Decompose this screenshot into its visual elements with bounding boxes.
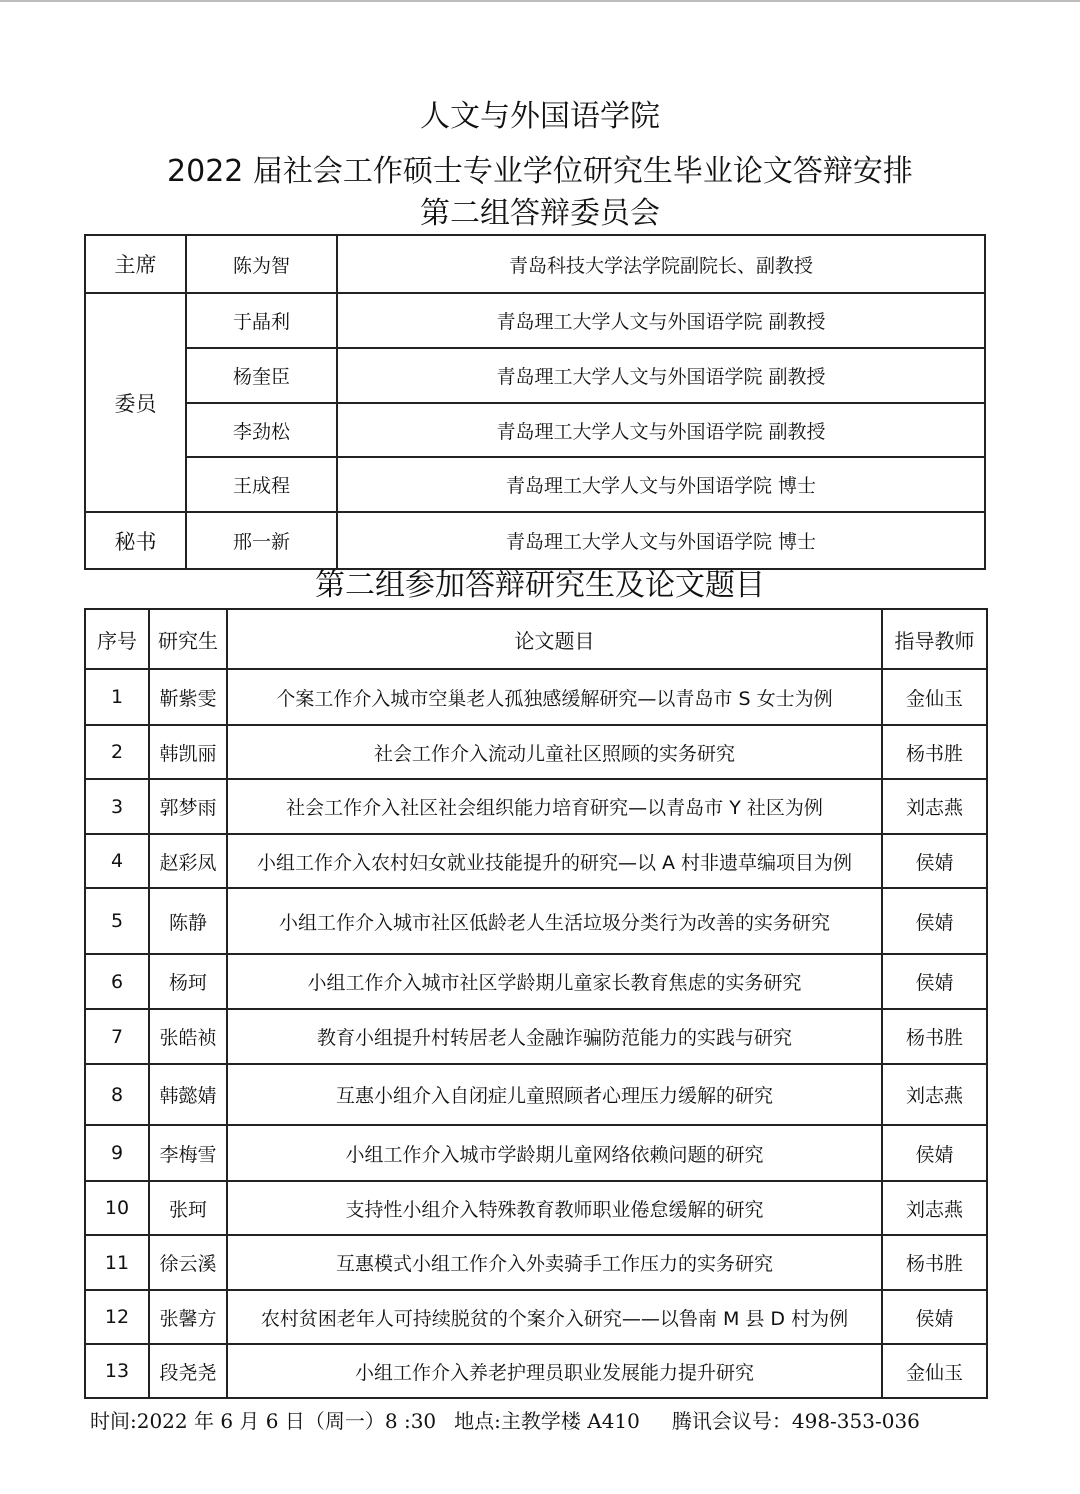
secretary-affiliation: 青岛理工大学人文与外国语学院 博士 [337,512,985,569]
row-advisor: 侯婧 [882,1125,987,1181]
committee-title: 第二组答辩委员会 [420,196,660,231]
row-student: 韩凯丽 [149,725,227,779]
row-student: 张馨方 [149,1290,227,1344]
row-topic: 小组工作介入城市学龄期儿童网络依赖问题的研究 [227,1125,882,1181]
row-student: 李梅雪 [149,1125,227,1181]
row-number: 3 [85,779,149,834]
row-topic: 社会工作介入社区社会组织能力培育研究—以青岛市 Y 社区为例 [227,779,882,834]
row-student: 韩懿婧 [149,1064,227,1125]
committee-row-member [85,457,985,512]
table-row [85,1181,987,1235]
member-affiliation: 青岛理工大学人文与外国语学院 副教授 [337,403,985,457]
row-number: 12 [85,1290,149,1344]
table-row [85,1009,987,1064]
chair-affiliation: 青岛科技大学法学院副院长、副教授 [337,235,985,293]
committee-table [84,234,986,570]
footer-location: 地点:主教学楼 A410 [454,1409,640,1433]
row-number: 10 [85,1181,149,1235]
row-student: 郭梦雨 [149,779,227,834]
row-number: 5 [85,888,149,954]
row-student: 靳紫雯 [149,669,227,725]
row-advisor: 金仙玉 [882,1344,987,1398]
row-number: 13 [85,1344,149,1398]
row-topic: 个案工作介入城市空巢老人孤独感缓解研究—以青岛市 S 女士为例 [227,669,882,725]
row-student: 张珂 [149,1181,227,1235]
header-student: 研究生 [149,609,227,669]
table-row [85,888,987,954]
row-advisor: 侯婧 [882,1290,987,1344]
row-topic: 社会工作介入流动儿童社区照顾的实务研究 [227,725,882,779]
row-advisor: 刘志燕 [882,1064,987,1125]
table-header-row [85,609,987,669]
row-advisor: 金仙玉 [882,669,987,725]
row-topic: 小组工作介入农村妇女就业技能提升的研究—以 A 村非遗草编项目为例 [227,834,882,888]
row-topic: 小组工作介入养老护理员职业发展能力提升研究 [227,1344,882,1398]
row-number: 1 [85,669,149,725]
row-number: 8 [85,1064,149,1125]
college-title: 人文与外国语学院 [420,99,660,134]
row-number: 11 [85,1235,149,1290]
chair-name: 陈为智 [186,235,337,293]
table-row [85,954,987,1009]
footer-time: 时间:2022 年 6 月 6 日（周一）8 :30 [90,1409,437,1433]
header-advisor: 指导教师 [882,609,987,669]
committee-row-member [85,293,985,348]
table-row [85,779,987,834]
students-section-title: 第二组参加答辩研究生及论文题目 [315,568,765,603]
committee-row-member [85,348,985,403]
document-title: 2022 届社会工作硕士专业学位研究生毕业论文答辩安排 [167,154,913,189]
table-row [85,725,987,779]
row-advisor: 刘志燕 [882,1181,987,1235]
committee-row-chair [85,235,985,293]
row-student: 杨珂 [149,954,227,1009]
header-number: 序号 [85,609,149,669]
row-topic: 小组工作介入城市社区学龄期儿童家长教育焦虑的实务研究 [227,954,882,1009]
row-student: 陈静 [149,888,227,954]
row-advisor: 杨书胜 [882,725,987,779]
row-topic: 农村贫困老年人可持续脱贫的个案介入研究——以鲁南 M 县 D 村为例 [227,1290,882,1344]
row-advisor: 刘志燕 [882,779,987,834]
row-topic: 互惠模式小组工作介入外卖骑手工作压力的实务研究 [227,1235,882,1290]
row-topic: 互惠小组介入自闭症儿童照顾者心理压力缓解的研究 [227,1064,882,1125]
row-advisor: 杨书胜 [882,1009,987,1064]
row-number: 2 [85,725,149,779]
table-row [85,1064,987,1125]
row-student: 张皓祯 [149,1009,227,1064]
table-row [85,669,987,725]
role-chair: 主席 [85,235,186,293]
row-advisor: 侯婧 [882,888,987,954]
row-topic: 教育小组提升村转居老人金融诈骗防范能力的实践与研究 [227,1009,882,1064]
member-name: 李劲松 [186,403,337,457]
table-row [85,1235,987,1290]
member-name: 王成程 [186,457,337,512]
row-advisor: 侯婧 [882,834,987,888]
role-members: 委员 [85,293,186,512]
member-affiliation: 青岛理工大学人文与外国语学院 博士 [337,457,985,512]
row-number: 7 [85,1009,149,1064]
table-row [85,1344,987,1398]
row-number: 9 [85,1125,149,1181]
row-student: 段尧尧 [149,1344,227,1398]
member-name: 杨奎臣 [186,348,337,403]
row-advisor: 侯婧 [882,954,987,1009]
row-number: 4 [85,834,149,888]
row-advisor: 杨书胜 [882,1235,987,1290]
row-number: 6 [85,954,149,1009]
row-topic: 小组工作介入城市社区低龄老人生活垃圾分类行为改善的实务研究 [227,888,882,954]
footer-meeting-id: 腾讯会议号：498-353-036 [671,1409,920,1433]
row-topic: 支持性小组介入特殊教育教师职业倦怠缓解的研究 [227,1181,882,1235]
table-row [85,1290,987,1344]
committee-row-member [85,403,985,457]
member-name: 于晶利 [186,293,337,348]
member-affiliation: 青岛理工大学人文与外国语学院 副教授 [337,348,985,403]
students-table [84,608,988,1399]
table-row [85,1125,987,1181]
role-secretary: 秘书 [85,512,186,569]
table-row [85,834,987,888]
row-student: 徐云溪 [149,1235,227,1290]
header-topic: 论文题目 [227,609,882,669]
member-affiliation: 青岛理工大学人文与外国语学院 副教授 [337,293,985,348]
footer-info [90,1406,1050,1436]
secretary-name: 邢一新 [186,512,337,569]
page-top-border [0,0,1080,2]
committee-row-secretary [85,512,985,569]
row-student: 赵彩凤 [149,834,227,888]
